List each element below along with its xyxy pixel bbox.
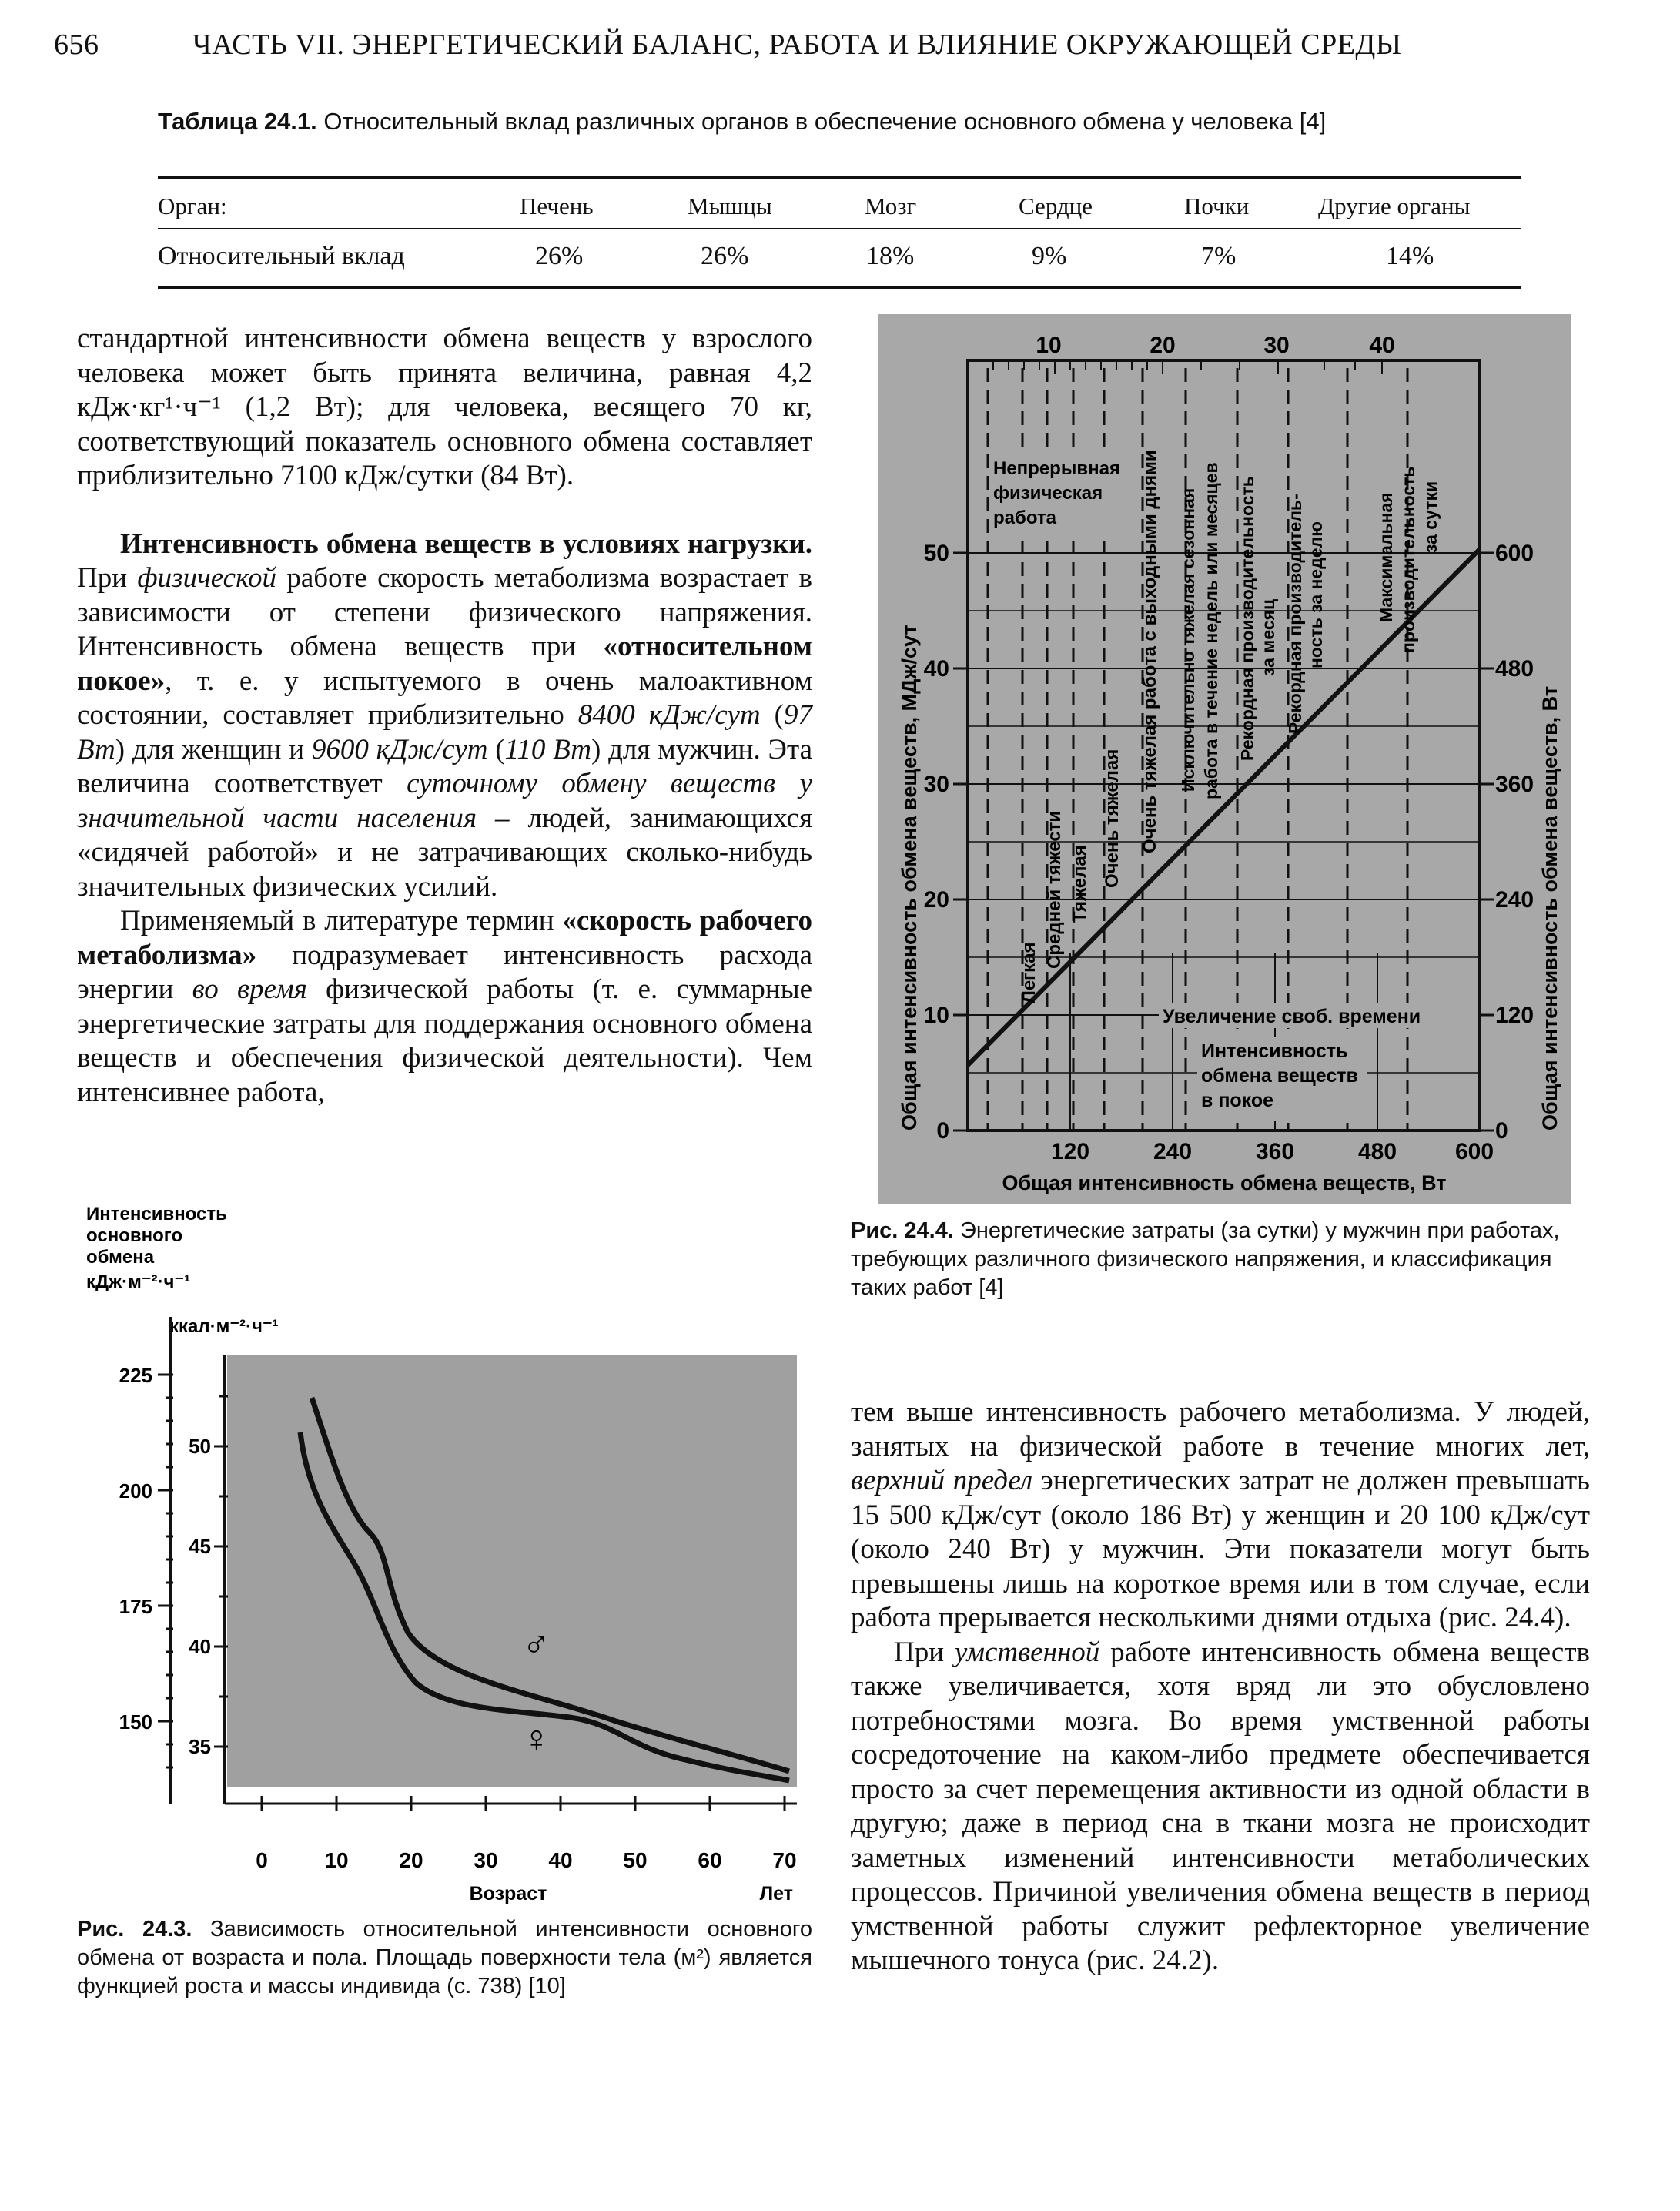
kj-tick-225: 225 bbox=[119, 1364, 152, 1387]
left-tick-10: 10 bbox=[923, 1003, 949, 1028]
top-tick-10: 10 bbox=[1036, 333, 1062, 358]
cell-5: 14% bbox=[1386, 242, 1434, 270]
top-tick-20: 20 bbox=[1150, 333, 1176, 358]
label-record-week-1: Рекордная производитель- bbox=[1285, 494, 1305, 734]
label-rest-2: обмена веществ bbox=[1201, 1065, 1358, 1087]
left-tick-0: 0 bbox=[936, 1118, 949, 1144]
table-caption-text: Относительный вклад различных органов в обеспечение основного обмена у человека [4] bbox=[323, 108, 1327, 135]
bottom-tick-120: 120 bbox=[1050, 1139, 1090, 1164]
text-run: ( bbox=[487, 733, 505, 765]
kcal-tick-40: 40 bbox=[189, 1635, 211, 1658]
x-tick-30: 30 bbox=[474, 1848, 498, 1872]
text-run: тем выше интенсивность рабочего метаболизма. У людей, занятых на физической работе в течение многих лет, bbox=[851, 1396, 1590, 1462]
kcal-tick-45: 45 bbox=[189, 1535, 211, 1558]
top-tick-30: 30 bbox=[1263, 333, 1290, 358]
text-run: – людей, занимающихся «сидячей работой» и не затрачивающих сколько-нибудь значительных физических усилий. bbox=[77, 802, 812, 903]
text-run: При bbox=[894, 1636, 955, 1668]
label-continuous-2: физическая bbox=[993, 483, 1103, 504]
label-record-week-2: ность за неделю bbox=[1306, 521, 1326, 668]
table-caption-label: Таблица 24.1. bbox=[158, 108, 317, 135]
y-title-1: Интенсивность bbox=[86, 1204, 227, 1224]
figure-24-4-caption-label: Рис. 24.4. bbox=[851, 1218, 954, 1243]
text-run: работе интенсивность обмена веществ также увеличивается, хотя вряд ли это обусловлено потребностями мозга. Во время умственной работы сосредоточение на каком-либо предмете обеспечивается просто за счет перемещения активности из одной области в другую; даже в период сна в ткани мозга не происходит заметных изменений интенсивности метаболических процессов. Причиной увеличения обмена веществ в период умственной работы служит рефлекторное увеличение мышечного тонуса (рис. 24.2). bbox=[851, 1636, 1590, 1976]
left-column bbox=[77, 322, 812, 1110]
figure-24-3 bbox=[77, 1201, 816, 1910]
col-header-2: Мозг bbox=[865, 193, 917, 219]
table-mid-rule bbox=[158, 228, 1521, 229]
female-symbol: ♀ bbox=[522, 1717, 551, 1760]
top-tick-40: 40 bbox=[1369, 333, 1395, 358]
plot-background bbox=[227, 1355, 797, 1787]
y-unit-kj: кДж·м⁻²·ч⁻¹ bbox=[86, 1271, 191, 1292]
figure-24-4 bbox=[878, 314, 1571, 1204]
cell-2: 18% bbox=[866, 242, 915, 270]
x-tick-40: 40 bbox=[548, 1848, 573, 1872]
label-seasonal-1: Исключительно тяжелая сезонная bbox=[1178, 487, 1198, 792]
paragraph-load-intensity bbox=[77, 528, 812, 905]
text-run: «скорость рабочего метаболизма» bbox=[77, 905, 813, 971]
text-run: умственной bbox=[954, 1636, 1100, 1668]
left-axis-label: Общая интенсивность обмена веществ, МДж/сут bbox=[898, 625, 921, 1131]
text-run: ) для женщин и bbox=[115, 733, 312, 765]
text-run: энергетических затрат не должен превышать 15 500 кДж/сут (около 186 Вт) у женщин и 20 100 кДж/сут (около 240 Вт) у мужчин. Эти показатели могут быть превышены лишь на короткое время или в том случае, если работа прерывается несколькими днями отдыха (рис. 24.4). bbox=[851, 1465, 1591, 1633]
running-head bbox=[54, 28, 1625, 62]
label-light: Легкая bbox=[1019, 942, 1039, 1003]
right-tick-600: 600 bbox=[1495, 541, 1534, 566]
text-run: «относительном покое» bbox=[77, 631, 812, 697]
x-tick-10: 10 bbox=[324, 1848, 349, 1872]
label-rest-1: Интенсивность bbox=[1201, 1040, 1348, 1062]
x-axis-label: Возраст bbox=[469, 1883, 547, 1904]
y-unit-kcal: ккал·м⁻²·ч⁻¹ bbox=[169, 1316, 279, 1337]
col-header-5: Другие органы bbox=[1318, 193, 1471, 219]
text-run: 8400 кДж/сут bbox=[577, 699, 761, 731]
right-tick-360: 360 bbox=[1495, 772, 1534, 797]
bottom-tick-600: 600 bbox=[1454, 1139, 1494, 1164]
figure-24-4-plot bbox=[878, 314, 1571, 1204]
text-run: суточному обмену веществ у значительной части населения bbox=[77, 768, 812, 834]
label-free-time: Увеличение своб. времени bbox=[1163, 1006, 1421, 1027]
text-run: Применяемый в литературе термин bbox=[120, 905, 563, 936]
text-run: физической работы (т. е. суммарные энергетические затраты для поддержания основного обмена веществ и обеспечения физической деятельности). Чем интенсивнее работа, bbox=[77, 973, 812, 1108]
bottom-axis-label: Общая интенсивность обмена веществ, Вт bbox=[1002, 1171, 1447, 1194]
paragraph-working-metabolism bbox=[77, 904, 812, 1110]
x-tick-20: 20 bbox=[399, 1848, 423, 1872]
label-continuous-1: Непрерывная bbox=[993, 458, 1120, 479]
x-tick-60: 60 bbox=[698, 1848, 722, 1872]
right-axis-label: Общая интенсивность обмена веществ, Вт bbox=[1538, 685, 1561, 1131]
col-header-0: Печень bbox=[520, 193, 594, 219]
text-run: При bbox=[77, 562, 138, 594]
right-tick-120: 120 bbox=[1495, 1003, 1534, 1028]
text-run: работе скорость метаболизма возрастает в зависимости от степени физического напряжения. Интенсивность обмена веществ при bbox=[77, 562, 812, 662]
kcal-tick-50: 50 bbox=[189, 1435, 211, 1458]
text-run: , т. е. у испытуемого в очень малоактивном состоянии, составляет приблизительно bbox=[77, 665, 812, 731]
bottom-tick-240: 240 bbox=[1153, 1139, 1193, 1164]
left-tick-30: 30 bbox=[923, 772, 949, 797]
col-header-1: Мышцы bbox=[688, 193, 772, 219]
x-tick-50: 50 bbox=[623, 1848, 648, 1872]
col-header-4: Почки bbox=[1184, 193, 1250, 219]
x-axis-unit: Лет bbox=[759, 1883, 793, 1904]
paragraph-mental-work bbox=[851, 1636, 1590, 1978]
text-run: во время bbox=[192, 973, 307, 1005]
label-weekend-work: Очень тяжелая работа с выходными днями bbox=[1140, 450, 1160, 853]
cell-3: 9% bbox=[1032, 242, 1067, 270]
x-tick-0: 0 bbox=[256, 1848, 268, 1872]
running-title: ЧАСТЬ VII. ЭНЕРГЕТИЧЕСКИЙ БАЛАНС, РАБОТА И ВЛИЯНИЕ ОКРУЖАЮЩЕЙ СРЕДЫ bbox=[192, 28, 1402, 61]
text-run: верхний предел bbox=[851, 1465, 1033, 1496]
kj-tick-200: 200 bbox=[119, 1479, 152, 1502]
left-tick-20: 20 bbox=[923, 887, 949, 913]
left-tick-50: 50 bbox=[923, 541, 949, 566]
label-medium: Средней тяжести bbox=[1044, 810, 1065, 969]
paragraph-standard-rate: стандартной интенсивности обмена веществ у взрослого человека может быть принята величина, равная 4,2 кДж·кг¹·ч⁻¹ (1,2 Вт); для человека, весящего 70 кг, соответствующий показатель основного обмена составляет приблизительно 7100 кДж/сутки (84 Вт). bbox=[77, 323, 812, 491]
text-run: 110 Вт bbox=[504, 733, 591, 765]
label-record-month-2: за месяц bbox=[1258, 598, 1278, 676]
label-max-day-2: производительность bbox=[1398, 466, 1418, 653]
x-tick-70: 70 bbox=[772, 1848, 797, 1872]
cell-1: 26% bbox=[701, 242, 749, 270]
table-caption bbox=[158, 106, 1528, 137]
kcal-tick-35: 35 bbox=[189, 1735, 211, 1758]
figure-24-4-caption bbox=[851, 1217, 1586, 1302]
bottom-tick-360: 360 bbox=[1255, 1139, 1295, 1164]
bottom-tick-480: 480 bbox=[1357, 1139, 1397, 1164]
right-tick-0: 0 bbox=[1495, 1118, 1508, 1144]
table-top-rule bbox=[158, 176, 1521, 179]
figure-24-4-caption-text: Энергетические затраты (за сутки) у мужчин при работах, требующих различного физического напряжения, и классификация таких работ [4] bbox=[851, 1218, 1560, 1300]
figure-24-3-caption bbox=[77, 1915, 812, 2001]
table-row-label: Относительный вклад bbox=[158, 242, 405, 270]
right-tick-240: 240 bbox=[1495, 887, 1534, 913]
male-symbol: ♂ bbox=[522, 1621, 551, 1664]
right-column bbox=[851, 1395, 1590, 1978]
text-run: 97 Вт bbox=[77, 699, 812, 765]
label-seasonal-2: работа в течение недель или месяцев bbox=[1201, 462, 1221, 799]
kj-tick-175: 175 bbox=[119, 1595, 152, 1618]
label-max-day-1: Максимальная bbox=[1376, 492, 1396, 622]
page-number: 656 bbox=[54, 28, 99, 61]
text-run: 9600 кДж/сут bbox=[311, 733, 488, 765]
label-max-day-3: за сутки bbox=[1421, 481, 1441, 553]
figure-24-3-plot bbox=[77, 1201, 816, 1910]
cell-4: 7% bbox=[1201, 242, 1237, 270]
cell-0: 26% bbox=[535, 242, 584, 270]
label-continuous-3: работа bbox=[993, 508, 1056, 528]
text-run: подразумевает интенсивность расхода энергии bbox=[77, 939, 812, 1005]
right-tick-480: 480 bbox=[1495, 656, 1534, 682]
kj-tick-150: 150 bbox=[119, 1710, 152, 1734]
label-very-heavy: Очень тяжелая bbox=[1102, 749, 1123, 888]
y-title-2: основного bbox=[86, 1225, 183, 1246]
label-heavy: Тяжелая bbox=[1069, 845, 1090, 923]
figure-24-3-caption-text: Зависимость относительной интенсивности основного обмена от возраста и пола. Площадь поверхности тела (м²) является функцией роста и массы индивида (с. 738) [10] bbox=[77, 1917, 812, 1998]
y-title-3: обмена bbox=[86, 1247, 155, 1268]
table-bottom-rule bbox=[158, 286, 1521, 289]
label-record-month-1: Рекордная производительность bbox=[1237, 476, 1257, 761]
figure-24-3-caption-label: Рис. 24.3. bbox=[77, 1917, 192, 1941]
label-rest-3: в покое bbox=[1201, 1090, 1274, 1111]
left-tick-40: 40 bbox=[923, 656, 949, 682]
col-header-3: Сердце bbox=[1019, 193, 1093, 219]
load-intensity-heading: Интенсивность обмена веществ в условиях нагрузки. bbox=[120, 528, 812, 560]
text-run: ( bbox=[760, 699, 784, 731]
table-header-label: Орган: bbox=[158, 193, 227, 219]
text-run: физической bbox=[137, 562, 277, 594]
paragraph-upper-limit bbox=[851, 1395, 1590, 1636]
text-run: ) для мужчин. Эта величина соответствует bbox=[77, 733, 813, 799]
